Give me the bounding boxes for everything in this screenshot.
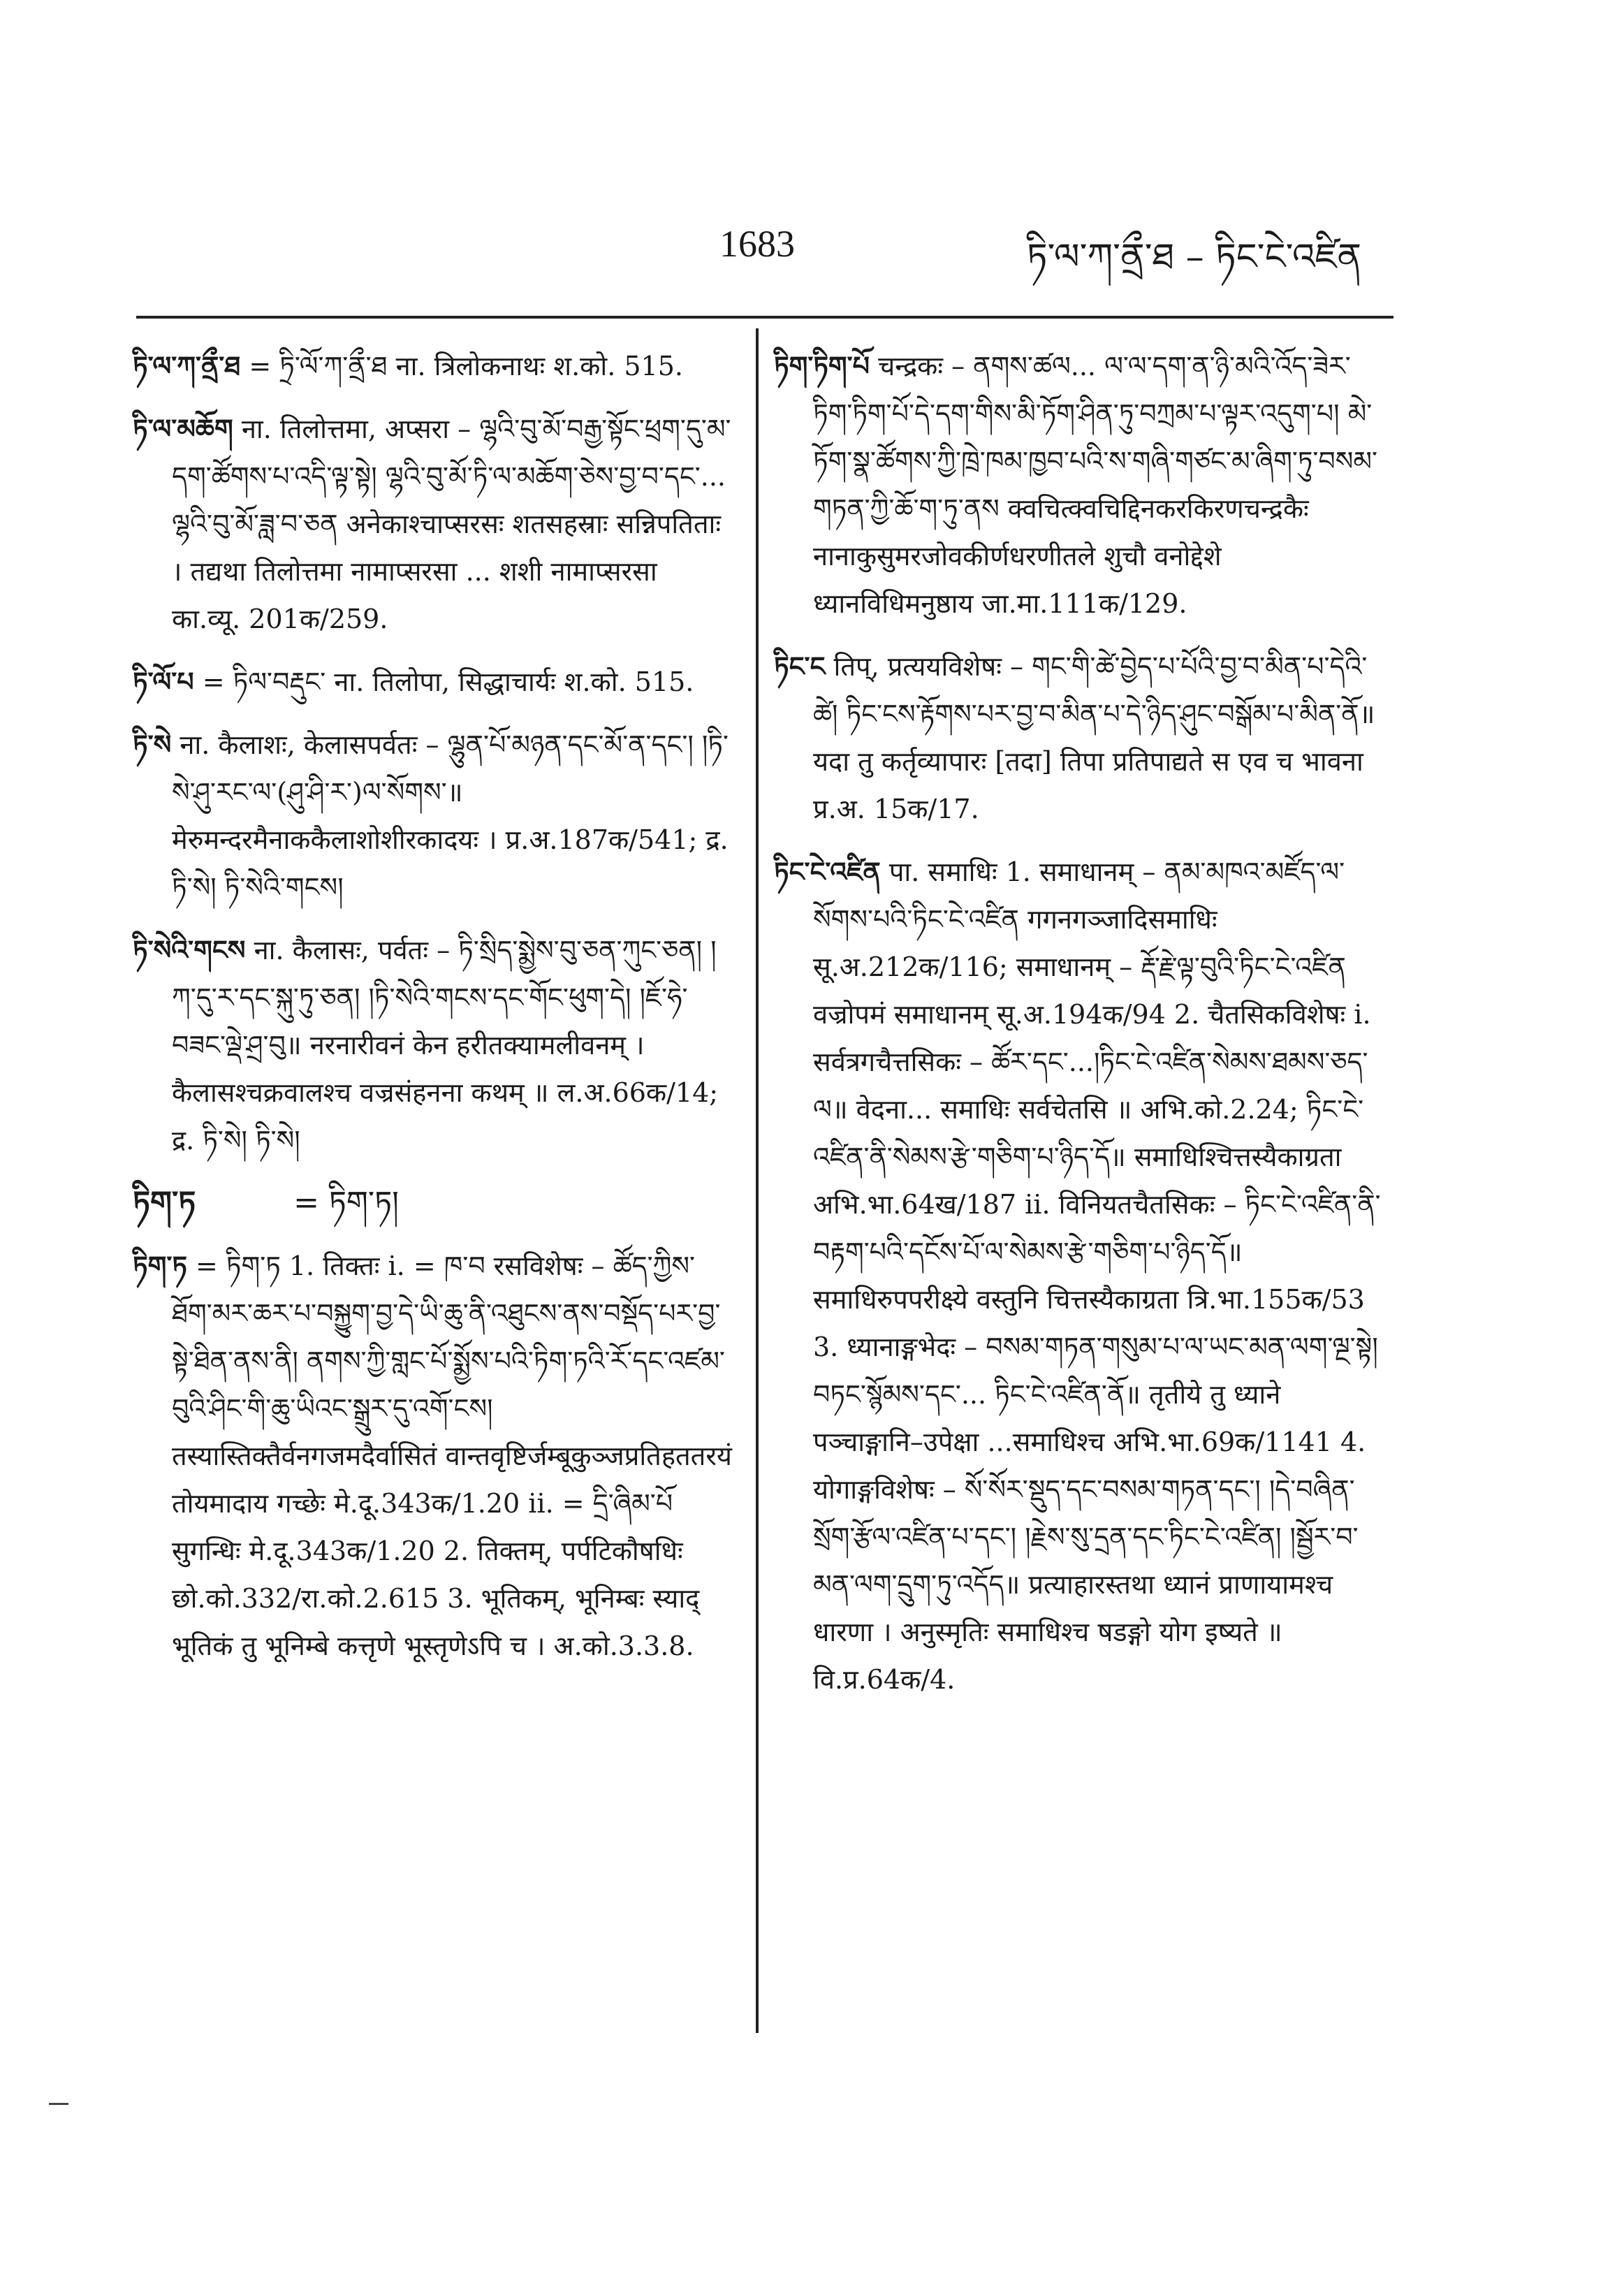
entry-body: पा. समाधिः 1. समाधानम् – ནམ་མཁའ་མཛོད་ལ་སོགས་པའི་ཏིང་ངེ་འཛིན गगनगञ्जादिसमाधिः सू.अ.212क/116; समाधानम् – རྡོ་རྗེ་ལྟ་བུའི་ཏིང་ངེ་འཛིན वज्रोपमं समाधानम् सू.अ.194क/94 2. चैतसिकविशेषः i. सर्वत्रगचैत्तसिकः – ཚོར་དང་...།ཏིང་ངེ་འཛིན་སེམས་ཐམས་ཅད་ལ॥ वेदना... समाधिः सर्वचेतसि ॥ अभि.को.2.24; ཏིང་ངེ་འཛིན་ནི་སེམས་རྩེ་གཅིག་པ་ཉིད་དོ॥ समाधिश्चित्तस्यैकाग्रता अभि.भा.64ख/187 ii. विनियतचैतसिकः – ཏིང་ངེ་འཛིན་ནི་བརྟག་པའི་དངོས་པོ་ལ་སེམས་རྩེ་གཅིག་པ་ཉིད་དོ॥ समाधिरुपपरीक्ष्ये वस्तुनि चित्तस्यैकाग्रता त्रि.भा.155क/53 3. ध्यानाङ्गभेदः – བསམ་གཏན་གསུམ་པ་ལ་ཡང་མན་ལག་ལྔ་སྟེ། བཏང་སྙོམས་དང་... ཏིང་ངེ་འཛིན་ནོ॥ तृतीये तु ध्याने पञ्चाङ्गानि–उपेक्षा ...समाधिश्च अभि.भा.69क/1141 4. योगाङ्गविशेषः – སོ་སོར་སྡུད་དང་བསམ་གཏན་དང་། །དེ་བཞིན་སྲོག་རྩོལ་འཛིན་པ་དང་། །རྗེས་སུ་དྲན་དང་ཏིང་ངེ་འཛིན། །སྦྱོར་བ་མན་ལག་དྲུག་ཏུ་འདོད॥ प्रत्याहारस्तथा ध्यानं प्राणायामश्च धारणा । अनुस्मृतिः समाधिश्च षडङ्गो योग इष्यते ॥ वि.प्र.64क/4. <box>813 857 1381 1695</box>
entry <box>133 405 733 643</box>
entry <box>133 721 733 911</box>
entry <box>774 848 1389 1703</box>
entry <box>133 342 733 390</box>
entry <box>774 643 1389 833</box>
entry-body: = ཏིལ་བརྡུང་ ना. तिलोपा, सिद्धाचार्यः श.को. 515. <box>202 666 694 697</box>
page-number: 1683 <box>719 223 795 265</box>
entry-headword: ཏིག་ཏིག་པོ <box>774 350 870 381</box>
entry-headword: ཏི་ལ་མཆོག <box>133 413 233 444</box>
entry <box>133 658 733 706</box>
entry-headword: ཏིང་ངེ་འཛིན <box>774 856 881 887</box>
entry-headword: ཏིག་ཏ <box>133 1185 196 1220</box>
left-column <box>133 342 733 1685</box>
scan-mark <box>49 2103 68 2105</box>
entry-headword: ཏིང་ང <box>774 650 826 682</box>
entry <box>133 1179 733 1227</box>
column-divider <box>756 328 759 2033</box>
entry-headword: ཏི་སེ <box>133 729 172 760</box>
entry-body: ना. कैलाशः, केलासपर्वतः – ལྷུན་པོ་མཉན་དང་མོ་ན་དང་། །ཏི་སེ་ཤུ་རང་ལ་(ཤུ་ཤི་ར་)ལ་སོགས་॥ मेरुमन्दरमैनाककैलाशोशीरकादयः । प्र.अ.187क/541; द्र. ཏི་སེ། ཏི་སེའི་གངས། <box>172 729 729 903</box>
running-head: ཏི་ལ་ཀ་ནྲྀ་ཐ – ཏིང་ངེ་འཛིན <box>1027 236 1362 278</box>
entry-body: = ཏྲི་ལོ་ཀ་ནྲྀ་ཐ ना. त्रिलोकनाथः श.को. 515. <box>249 351 683 381</box>
entry-body: चन्द्रकः – ནགས་ཚལ... ལ་ལ་དག་ན་ཉི་མའི་འོད་ཟེར་ཏིག་ཏིག་པོ་དེ་དག་གིས་མི་ཏོག་ཤིན་ཏུ་བཀྲམ་པ་ལྟར་འདུག་པ། མེ་ཏོག་སྣ་ཚོགས་ཀྱི་ཁྲེ་ཁམ་ཁྱབ་པའི་ས་གཞི་གཙང་མ་ཞིག་ཏུ་བསམ་གཏན་ཀྱི་ཆོ་ག་ཏུ་ནས क्वचित्क्वचिद्दिनकरकिरणचन्द्रकैः नानाकुसुमरजोवकीर्णधरणीतले शुचौ वनोद्देशे ध्यानविधिमनुष्ठाय जा.मा.111क/129. <box>813 351 1378 619</box>
entry-headword: ཏི་ལོ་པ <box>133 666 194 697</box>
right-column <box>774 342 1389 1719</box>
entry-body: = ཏིག་ཏ། <box>293 1185 399 1220</box>
entry <box>774 342 1389 627</box>
entry-body: तिप्, प्रत्ययविशेषः – གང་གི་ཚེ་བྱེད་པ་པོའི་བྱ་བ་མིན་པ་དེའི་ཚེ། ཏིང་ངས་རྟོགས་པར་བྱ་བ་མིན་པ་དེ་ཉིད་ཤུང་བསྒོམ་པ་མིན་ནོ॥ यदा तु कर्तृव्यापारः [तदा] तिपा प्रतिपाद्यते स एव च भावना प्र.अ. 15क/17. <box>813 651 1375 824</box>
header-rule <box>136 316 1393 319</box>
entry-body: ना. कैलासः, पर्वतः – ཏི་སྲིད་སྨྱེས་བུ་ཅན་ཀུང་ཅན། །ཀ་དུ་ར་དང་སྐུ་ཏུ་ཅན། །ཏི་སེའི་གངས་དང་གོང་ཕུག་དེ། །ཇོ་ཧེ་བཟང་ལྡེ་ཤྲ་བུ॥ नरनारीवनं केन हरीतक्यामलीवनम् । कैलासश्चक्रवालश्च वज्रसंहनना कथम् ॥ ल.अ.66क/14; द्र. ཏི་སེ། ཏི་སེ། <box>172 935 719 1156</box>
entry-headword: ཏི་སེའི་གངས <box>133 934 246 966</box>
entry-body: = ཏིག་ཏ 1. तिक्तः i. = ཁ་བ रसविशेषः – ཚོད་ཀྱིས་ཐོག་མར་ཆར་པ་བསྐྱུག་བྱ་དེ་ཡི་ཆུ་ནི་འཐུངས་ནས་བསྡོད་པར་བྱ་སྟེ་ཐིན་ནས་ནི། ནགས་ཀྱི་གླང་པོ་སྨྱོས་པའི་ཏིག་ཏའི་རོ་དང་འཛམ་བུའི་ཤིང་གི་ཆུ་ཡིའང་སྒྲུར་དུ་འགོ་ངས། तस्यास्तिक्तैर्वनगजमदैर्वासितं वान्तवृष्टिर्जम्बूकुञ्जप्रतिहततरयं तोयमादाय गच्छेः मे.दू.343क/1.20 ii. = དྲི་ཞིམ་པོ सुगन्धिः मे.दू.343क/1.20 2. तिक्तम्, पर्पटिकौषधिः छो.को.332/रा.को.2.615 3. भूतिकम्, भूनिम्बः स्याद् भूतिकं तु भूनिम्बे कत्तृणे भूस्तृणेऽपि च । अ.को.3.3.8. <box>172 1251 732 1661</box>
entry-headword: ཏིག་ཏ <box>133 1250 187 1281</box>
entry <box>133 926 733 1164</box>
entry-body: ना. तिलोत्तमा, अप्सरा – ལྷའི་བུ་མོ་བརྒྱ་སྟོང་ཕྲག་དུ་མ་དག་ཚོགས་པ་འདི་ལྟ་སྟེ། ལྷའི་བུ་མོ་ཏི་ལ་མཆོག་ཅེས་བྱ་བ་དང་... ལྷའི་བུ་མོ་ཟླ་བ་ཅན अनेकाश्चाप्सरसः शतसहस्राः सन्निपतिताः । तद्यथा तिलोत्तमा नामाप्सरसा ... शशी नामाप्सरसा का.व्यू. 201क/259. <box>172 414 731 634</box>
entry-headword: ཏི་ལ་ཀ་ནྲྀ་ཐ <box>133 350 241 381</box>
entry <box>133 1242 733 1670</box>
